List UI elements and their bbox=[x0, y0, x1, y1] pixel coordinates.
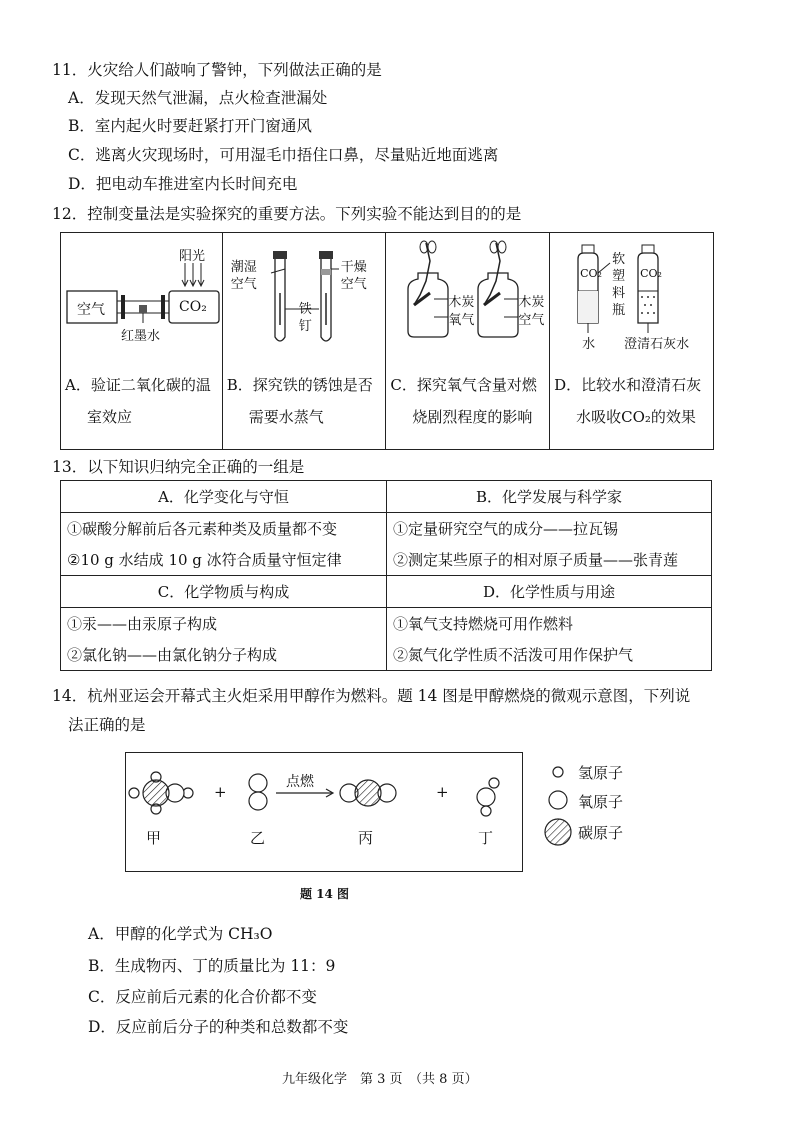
figure-14-caption: 题 14 图 bbox=[300, 887, 350, 901]
iron-nail-label: 铁 钉 bbox=[298, 302, 312, 334]
charcoal-label-1: 木炭 bbox=[448, 295, 475, 310]
plus-sign-2: + bbox=[436, 783, 449, 801]
q14-option-b: B．生成物丙、丁的质量比为 11：9 bbox=[88, 957, 336, 975]
legend-hydrogen: 氢原子 bbox=[578, 764, 624, 782]
q13-knowledge-table bbox=[60, 480, 712, 671]
q13-b-item-2: ②测定某些原子的相对原子质量——张青莲 bbox=[387, 544, 712, 576]
q12-figure-c-cell bbox=[386, 233, 550, 450]
label-ding: 丁 bbox=[478, 829, 494, 847]
limewater-label: 澄清石灰水 bbox=[624, 337, 690, 352]
q11-option-b: B．室内起火时要赶紧打开门窗通风 bbox=[68, 117, 312, 135]
methanol-molecule-icon bbox=[129, 772, 193, 814]
plus-sign-1: + bbox=[214, 783, 227, 801]
q13-stem: 13．以下知识归纳完全正确的一组是 bbox=[52, 458, 305, 476]
label-yi: 乙 bbox=[250, 829, 266, 847]
methanol-combustion-diagram bbox=[126, 753, 522, 871]
q11-option-c: C．逃离火灾现场时，可用湿毛巾捂住口鼻，尽量贴近地面逃离 bbox=[68, 146, 499, 164]
q13-d-item-2: ②氮气化学性质不活泼可用作保护气 bbox=[387, 639, 712, 671]
page-footer: 九年级化学 第 3 页 （共 8 页） bbox=[282, 1072, 478, 1087]
label-jia: 甲 bbox=[146, 829, 162, 847]
carbon-atom-icon bbox=[545, 819, 571, 845]
air-label-c: 空气 bbox=[518, 313, 545, 328]
q13-c-heading: C．化学物质与构成 bbox=[61, 576, 387, 608]
red-ink-label: 红墨水 bbox=[121, 329, 161, 344]
q13-b-item-1: ①定量研究空气的成分——拉瓦锡 bbox=[387, 513, 712, 545]
q12-caption-c: C．探究氧气含量对燃 烧剧烈程度的影响 bbox=[390, 376, 537, 426]
q12-stem: 12．控制变量法是实验探究的重要方法。下列实验不能达到目的的是 bbox=[52, 205, 522, 223]
legend-oxygen: 氧原子 bbox=[578, 793, 624, 811]
oxygen-molecule-icon bbox=[249, 774, 267, 810]
q14-option-d: D．反应前后分子的种类和总数都不变 bbox=[88, 1018, 349, 1036]
q11-stem: 11．火灾给人们敲响了警钟，下列做法正确的是 bbox=[52, 61, 382, 79]
carbon-dioxide-molecule-icon bbox=[340, 780, 396, 806]
q13-a-item-1: ①碳酸分解前后各元素种类及质量都不变 bbox=[61, 513, 387, 545]
q12-figure-b-cell bbox=[222, 233, 386, 450]
q13-c-item-2: ②氯化钠——由氯化钠分子构成 bbox=[61, 639, 387, 671]
co2-label-d2: CO₂ bbox=[640, 267, 662, 280]
q13-a-item-2: ②10 g 水结成 10 g 冰符合质量守恒定律 bbox=[61, 544, 387, 576]
q13-a-heading: A．化学变化与守恒 bbox=[61, 481, 387, 513]
ignition-label: 点燃 bbox=[286, 774, 314, 790]
co2-label-d1: CO₂ bbox=[580, 267, 602, 280]
q12-experiment-table bbox=[60, 232, 714, 450]
q11-option-a: A．发现天然气泄漏，点火检查泄漏处 bbox=[68, 89, 328, 107]
q14-reaction-figure bbox=[125, 752, 523, 872]
oxygen-atom-icon bbox=[549, 791, 567, 809]
water-molecule-icon bbox=[477, 778, 499, 816]
air-label: 空气 bbox=[77, 302, 105, 318]
q12-caption-a: A．验证二氧化碳的温 室效应 bbox=[65, 376, 211, 426]
q13-d-item-1: ①氧气支持燃烧可用作燃料 bbox=[387, 608, 712, 640]
q14-option-c: C．反应前后元素的化合价都不变 bbox=[88, 988, 317, 1006]
q14-option-a: A．甲醇的化学式为 CH₃O bbox=[88, 925, 273, 943]
wet-air-label: 潮湿 空气 bbox=[230, 260, 257, 292]
hydrogen-atom-icon bbox=[553, 767, 563, 777]
q13-c-item-1: ①汞——由汞原子构成 bbox=[61, 608, 387, 640]
q14-stem-line-1: 14．杭州亚运会开幕式主火炬采用甲醇作为燃料。题 14 图是甲醇燃烧的微观示意图，下列说 bbox=[52, 687, 691, 705]
q14-stem-line-2: 法正确的是 bbox=[68, 716, 146, 734]
legend-carbon: 碳原子 bbox=[578, 824, 624, 842]
dry-air-label: 干燥 空气 bbox=[340, 260, 367, 292]
co2-label: CO₂ bbox=[179, 299, 207, 315]
q12-figure-d-cell bbox=[550, 233, 714, 450]
q13-b-heading: B．化学发展与科学家 bbox=[387, 481, 712, 513]
water-label: 水 bbox=[582, 337, 596, 352]
test-tubes-icon bbox=[223, 233, 387, 365]
q12-figure-a-cell bbox=[61, 233, 223, 450]
soft-bottle-label: 软 塑 料 瓶 bbox=[612, 252, 626, 318]
label-bing: 丙 bbox=[358, 829, 374, 847]
charcoal-label-2: 木炭 bbox=[518, 295, 545, 310]
oxygen-label: 氧气 bbox=[448, 313, 475, 328]
sunlight-label: 阳光 bbox=[179, 249, 206, 264]
q11-option-d: D．把电动车推进室内长时间充电 bbox=[68, 175, 298, 193]
q13-d-heading: D．化学性质与用途 bbox=[387, 576, 712, 608]
atom-legend-icons bbox=[540, 760, 576, 846]
q12-caption-b: B．探究铁的锈蚀是否 需要水蒸气 bbox=[226, 376, 373, 426]
q12-caption-d: D．比较水和澄清石灰 水吸收CO₂的效果 bbox=[554, 376, 702, 426]
